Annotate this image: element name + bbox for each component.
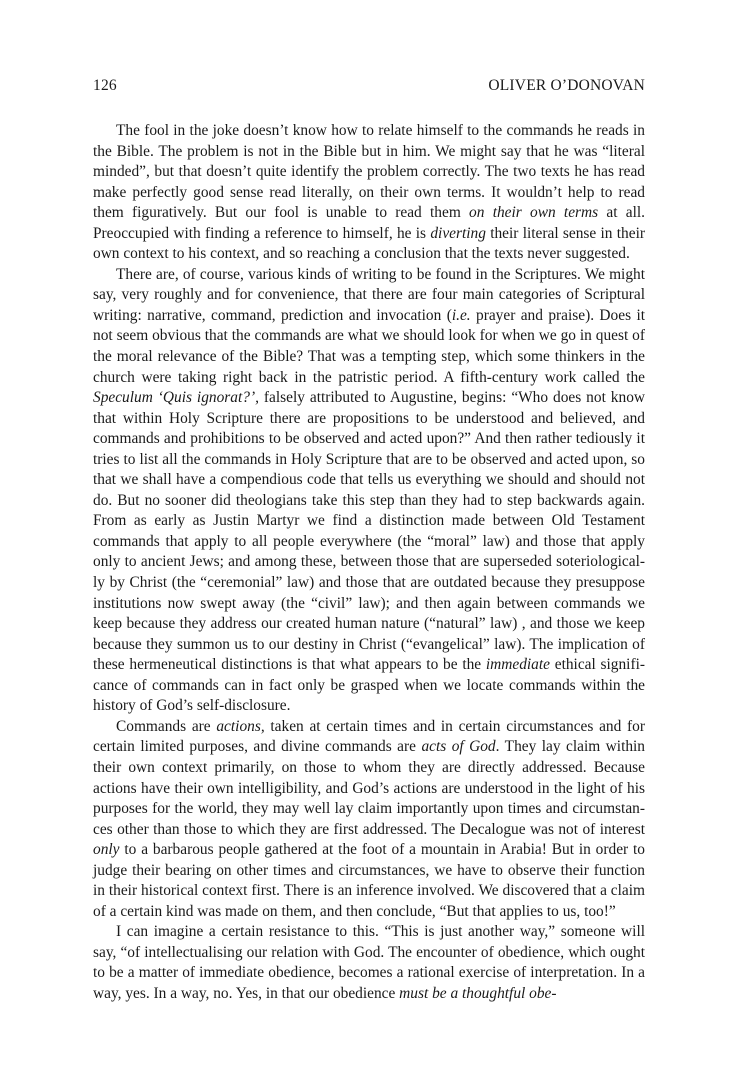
- italic-run: actions,: [216, 717, 265, 735]
- text-run: at all. Preoccupied with finding a reference to himself, he is: [93, 204, 645, 242]
- italic-run: i.e.: [451, 306, 471, 324]
- paragraph-1: [93, 121, 645, 265]
- italic-run: on their own terms: [469, 204, 599, 222]
- text-run: I can imagine a certain resistance to this. “This is just another way,” someone will say, “of intellectualising our relation with God. The encounter of obedience, which ought to be a matter of immediate obedience, becomes a rational exercise of interpretation. In a way, yes. In a way, no. Yes, in that our obedience: [93, 923, 645, 1002]
- italic-run: only: [93, 841, 120, 859]
- italic-run: diverting: [430, 224, 486, 242]
- text-run: . They lay claim within their own context primarily, on those to whom they are directly addressed. Because actions have their own intelligibility, and God’s actions are understood in the light of his purposes for the world, they may well lay claim importantly upon times and circumstances other than those to which they are first addressed. The Decalogue was not of interest: [93, 738, 646, 838]
- text-run: ethical significance of commands can in fact only be grasped when we locate commands within the history of God’s self-disclosure.: [93, 656, 646, 715]
- running-header: [93, 77, 645, 95]
- italic-run: Speculum ‘Quis ignorat?’,: [93, 389, 259, 407]
- italic-run: must be a thoughtful obe-: [399, 984, 557, 1002]
- text-run: to a barbarous people gathered at the foot of a mountain in Arabia! But in order to judge their bearing on other times and circumstances, we have to observe their function in their historical context first. There is an inference involved. We discovered that a claim of a certain kind was made on them, and then conclude, “But that applies to us, too!”: [93, 841, 645, 920]
- text-run: taken at certain times and in certain circumstances and for certain limited purposes, and divine commands are: [93, 717, 645, 756]
- running-head-author: OLIVER O’DONOVAN: [488, 77, 645, 94]
- text-run: The fool in the joke doesn’t know how to relate himself to the commands he reads in the Bible. The problem is not in the Bible but in him. We might say that he was “literal minded”, but that doesn’t quite identify the problem correctly. The two texts he has read make perfectly good sense read literally, on their own terms. It wouldn’t help to read them figuratively. But our fool is unable to read them: [93, 122, 645, 222]
- text-run: There are, of course, various kinds of writing to be found in the Scriptures. We might say, very roughly and for convenience, that there are four main categories of Scriptural writing: narrative, command, prediction and invocation (: [93, 265, 645, 324]
- italic-run: acts of God: [421, 738, 496, 756]
- italic-run: immediate: [485, 656, 550, 674]
- text-run: prayer and praise). Does it not seem obvious that the commands are what we should look for when we go in quest of the moral relevance of the Bible? That was a tempting step, which some thinkers in the church were taking right back in the patristic period. A fifth-century work called the: [93, 306, 645, 386]
- paragraph-3: [93, 717, 645, 922]
- paragraph-4: [93, 922, 645, 1004]
- paragraph-2: [93, 265, 645, 717]
- text-run: Commands are: [116, 717, 217, 735]
- text-run: falsely attributed to Augustine, begins: “Who does not know that within Holy Scripture there are propositions to be understood and believed, and commands and prohibitions to be observed and acted upon?” And then rather tediously it tries to list all the commands in Holy Scripture that are to be observed and acted upon, so that we shall have a compendious code that tells us everything we should and should not do. But no sooner did theologians take this step than they had to step backwards again. From as early as Justin Martyr we find a distinction made between Old Testament commands that apply to all people everywhere (the “moral” law) and those that apply only to ancient Jews; and among these, between those that are superseded soteriologically by Christ (the “ceremonial” law) and those that are outdated because they presuppose institutions now swept away (the “civil” law); and then again between commands we keep because they address our created human nature (“natural” law) , and those we keep because they summon us to our destiny in Christ (“evangelical” law). The implication of these hermeneutical distinctions is that what appears to be the: [93, 389, 645, 674]
- body-text: [93, 121, 645, 1005]
- text-run: their literal sense in their own context to his context, and so reaching a conclusion that the texts never suggested.: [93, 224, 645, 263]
- page-number: 126: [93, 77, 117, 94]
